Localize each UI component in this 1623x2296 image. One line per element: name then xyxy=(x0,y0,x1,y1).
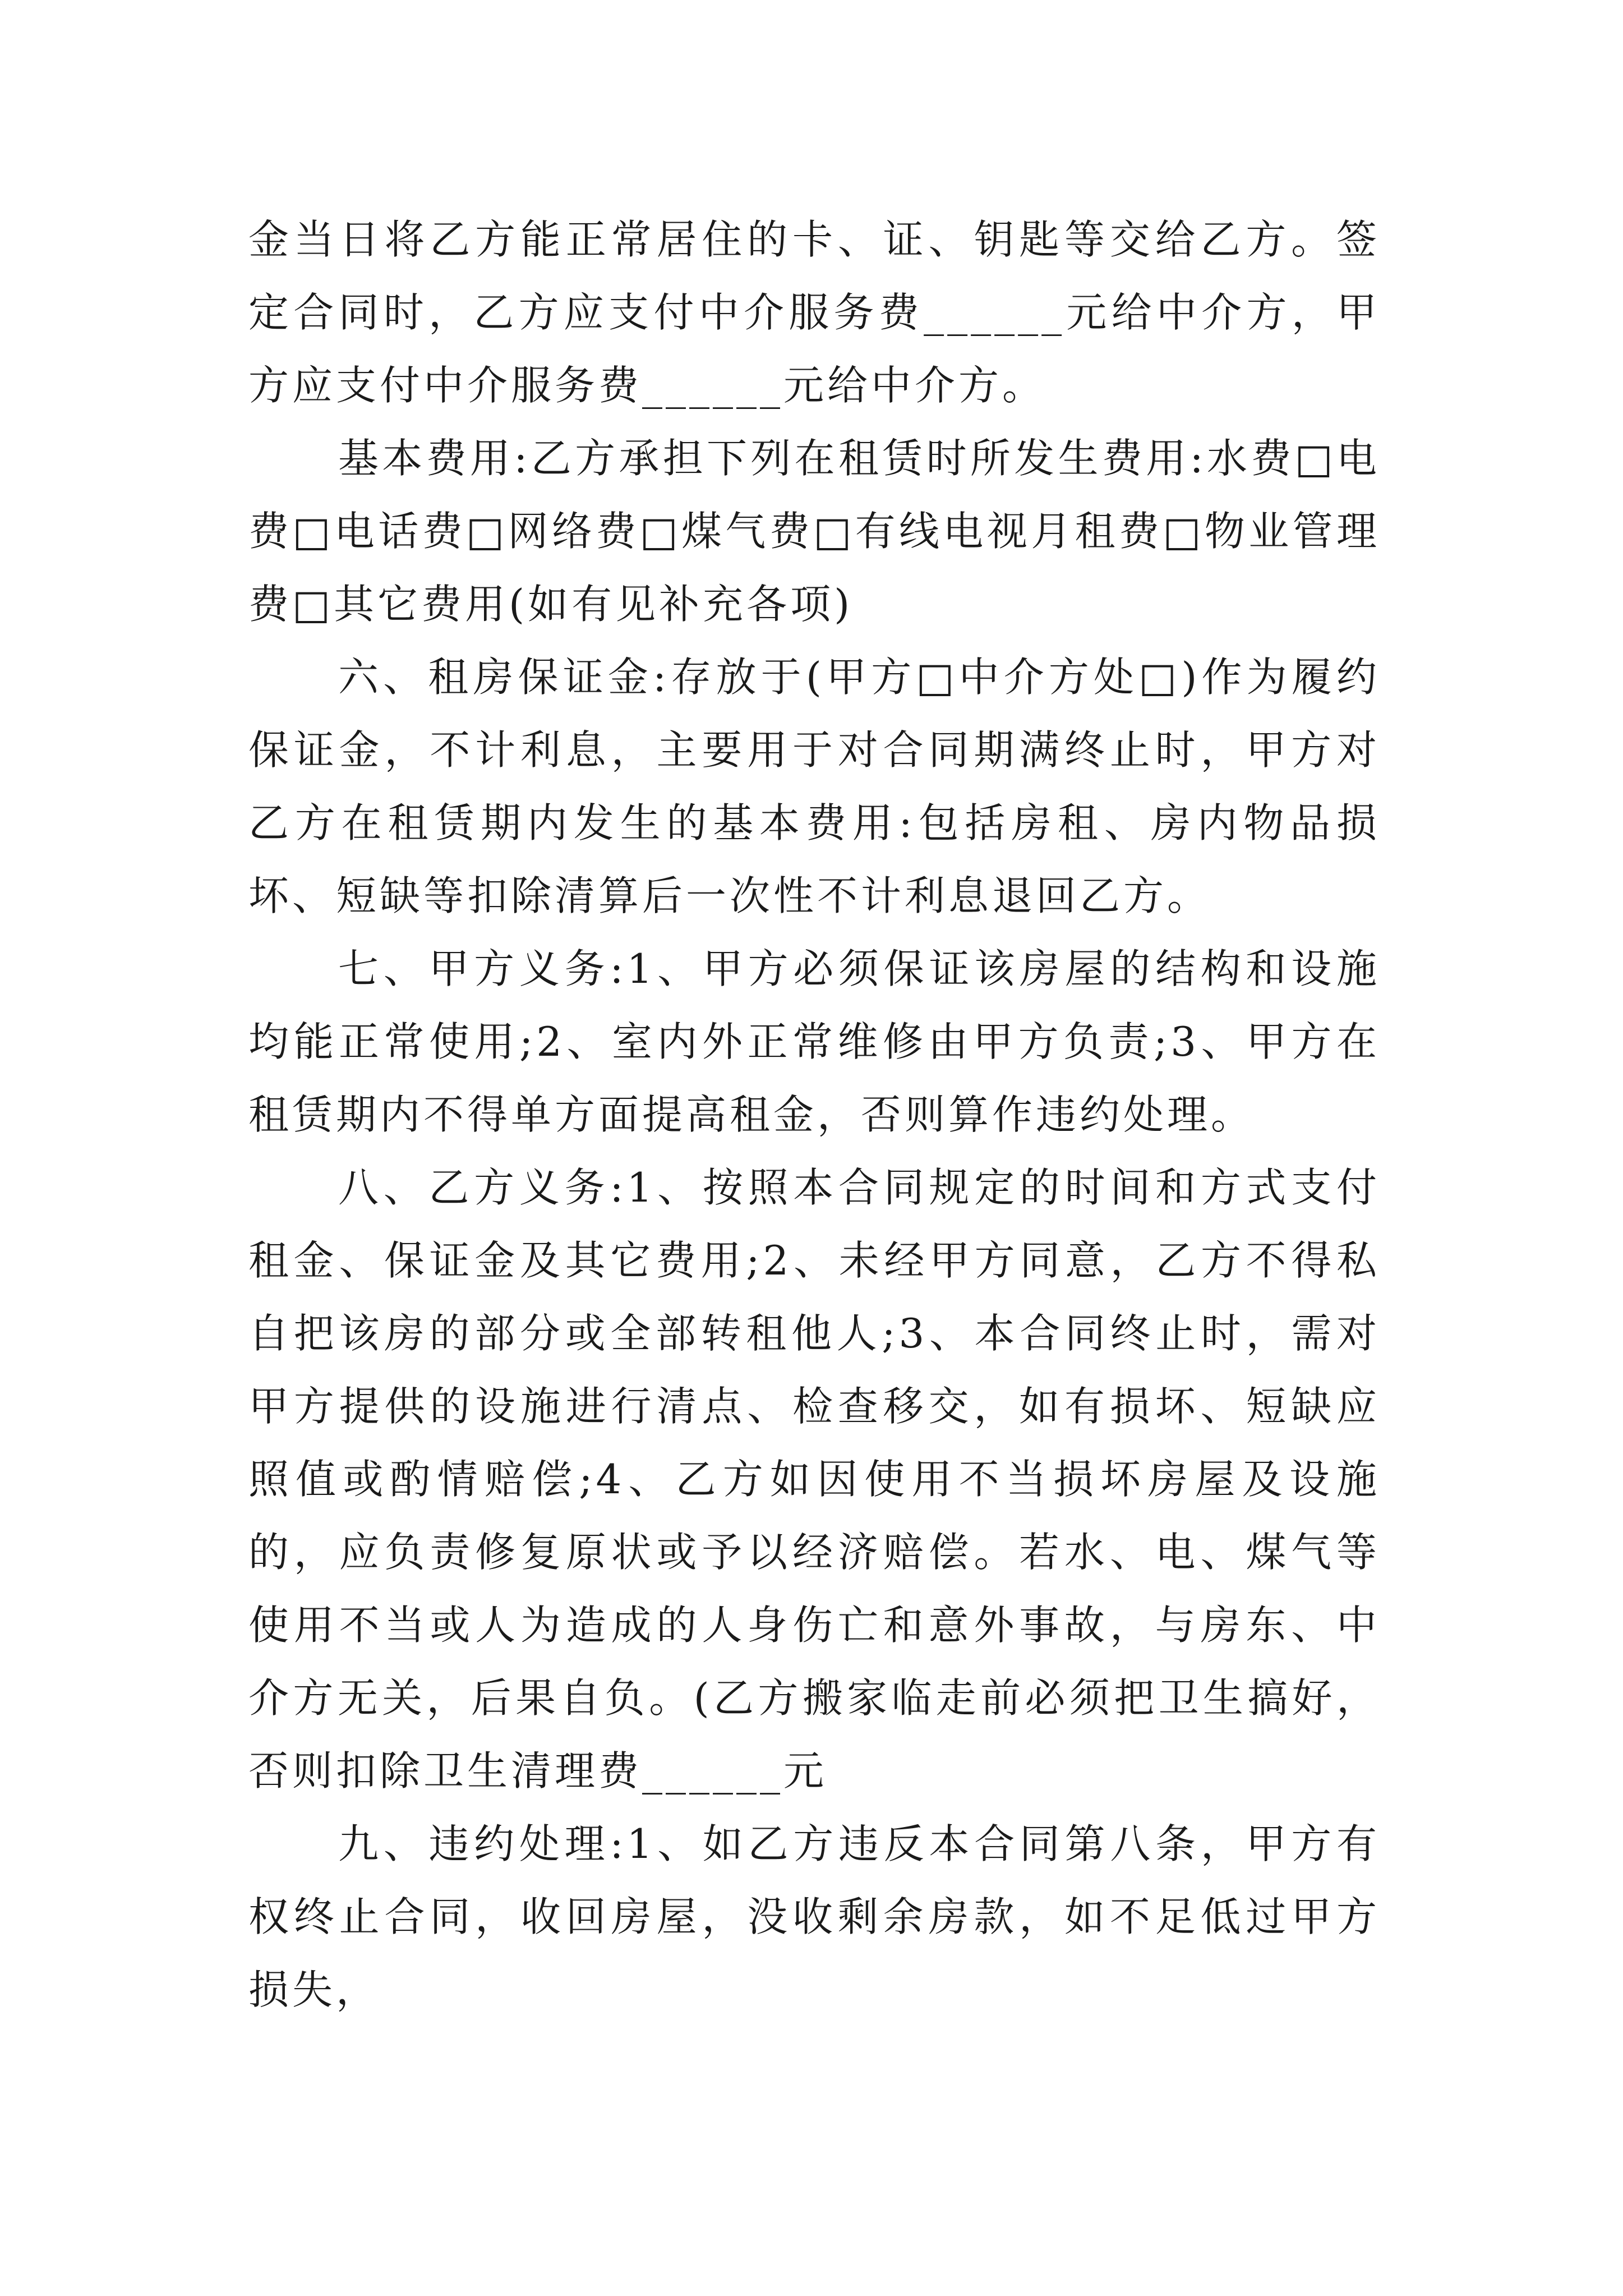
paragraph-basic-fees: 基本费用:乙方承担下列在租赁时所发生费用:水费□电费□电话费□网络费□煤气费□有线电视月租费□物业管理费□其它费用(如有见补充各项) xyxy=(248,435,1380,628)
paragraph-party-a-obligations: 七、甲方义务:1、甲方必须保证该房屋的结构和设施均能正常使用;2、室内外正常维修由甲方负责;3、甲方在租赁期内不得单方面提高租金，否则算作违约处理。 xyxy=(248,945,1380,1138)
paragraph-breach-handling: 九、违约处理:1、如乙方违反本合同第八条，甲方有权终止合同，收回房屋，没收剩余房款，如不足低过甲方损失， xyxy=(248,1820,1380,2013)
paragraph-continuation: 金当日将乙方能正常居住的卡、证、钥匙等交给乙方。签定合同时，乙方应支付中介服务费______元给中介方，甲方应支付中介服务费______元给中介方。 xyxy=(248,216,1380,409)
paragraph-party-b-obligations: 八、乙方义务:1、按照本合同规定的时间和方式支付租金、保证金及其它费用;2、未经甲方同意，乙方不得私自把该房的部分或全部转租他人;3、本合同终止时，需对甲方提供的设施进行清点、检查移交，如有损坏、短缺应照值或酌情赔偿;4、乙方如因使用不当损坏房屋及设施的，应负责修复原状或予以经济赔偿。若水、电、煤气等使用不当或人为造成的人身伤亡和意外事故，与房东、中介方无关，后果自负。(乙方搬家临走前必须把卫生搞好，否则扣除卫生清理费______元 xyxy=(248,1164,1380,1795)
paragraph-deposit: 六、租房保证金:存放于(甲方□中介方处□)作为履约保证金，不计利息，主要用于对合同期满终止时，甲方对乙方在租赁期内发生的基本费用:包括房租、房内物品损坏、短缺等扣除清算后一次性不计利息退回乙方。 xyxy=(248,654,1380,919)
contract-body xyxy=(248,203,1380,2026)
